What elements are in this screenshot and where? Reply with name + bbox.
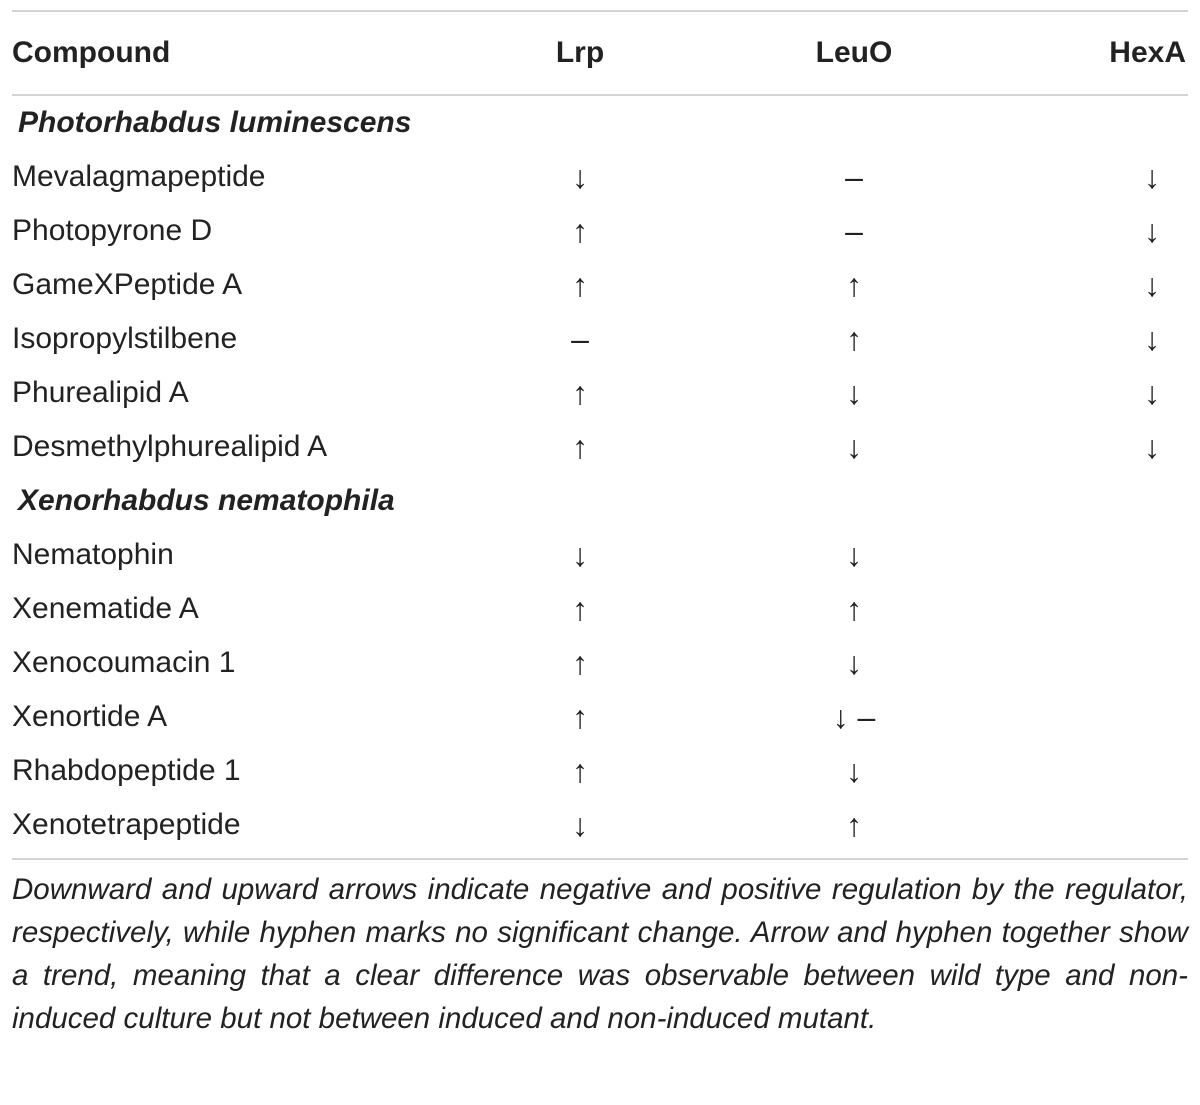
table-row — [12, 528, 1188, 582]
compound-name: Xenotetrapeptide — [12, 808, 241, 841]
hexa-cell — [1030, 375, 1188, 412]
compound-name: Nematophin — [12, 538, 174, 571]
group-heading: Xenorhabdus nematophila — [18, 484, 395, 517]
compound-name: Rhabdopeptide 1 — [12, 754, 241, 787]
hexa-value: ↓ — [1144, 428, 1160, 465]
hexa-cell — [1030, 807, 1188, 844]
compound-name: Desmethylphurealipid A — [12, 430, 328, 463]
leuo-value: ↑ — [846, 320, 862, 357]
leuo-value: ↑ — [846, 806, 862, 843]
bottom-rule — [12, 858, 1188, 860]
table-row — [12, 636, 1188, 690]
table-row — [12, 150, 1188, 204]
leuo-value: ↓ — [846, 374, 862, 411]
lrp-value: ↑ — [572, 590, 588, 627]
table-header — [12, 12, 1188, 96]
hexa-cell — [1030, 321, 1188, 358]
hexa-value: ↓ — [1144, 320, 1160, 357]
table-row — [12, 258, 1188, 312]
hexa-cell — [1030, 645, 1188, 682]
regulation-table — [12, 10, 1188, 1040]
table-row — [12, 420, 1188, 474]
table-footnote: Downward and upward arrows indicate negative and positive regulation by the regulator, respectively, while hyphen marks no significant change. Arrow and hyphen together show a trend, meaning that a clear difference was observable between wild type and non-induced culture but not between induced and non-induced mutant. — [12, 873, 1188, 1035]
table-row — [12, 582, 1188, 636]
leuo-value: ↑ — [846, 590, 862, 627]
leuo-value: ↓ — [846, 536, 862, 573]
hexa-cell — [1030, 159, 1188, 196]
compound-name: Photopyrone D — [12, 214, 213, 247]
compound-name: Isopropylstilbene — [12, 322, 238, 355]
table-body — [12, 96, 1188, 852]
table-row — [12, 744, 1188, 798]
hexa-cell — [1030, 537, 1188, 574]
hexa-value: ↓ — [1144, 266, 1160, 303]
hexa-cell — [1030, 591, 1188, 628]
table-row — [12, 366, 1188, 420]
lrp-value: ↑ — [572, 212, 588, 249]
lrp-value: ↑ — [572, 266, 588, 303]
hexa-cell — [1030, 753, 1188, 790]
lrp-value: ↓ — [572, 536, 588, 573]
hexa-cell — [1030, 429, 1188, 466]
header-lrp: Lrp — [555, 36, 605, 69]
lrp-value: ↓ — [572, 158, 588, 195]
table-row — [12, 312, 1188, 366]
hexa-cell — [1030, 699, 1188, 736]
hexa-cell — [1030, 267, 1188, 304]
hexa-value: ↓ — [1144, 212, 1160, 249]
table-row — [12, 690, 1188, 744]
lrp-value: ↑ — [572, 428, 588, 465]
compound-name: GameXPeptide A — [12, 268, 243, 301]
lrp-value: ↑ — [572, 752, 588, 789]
hexa-value: ↓ — [1144, 158, 1160, 195]
leuo-value: ↓ – — [832, 698, 876, 735]
header-leuo: LeuO — [815, 36, 893, 69]
header-compound: Compound — [12, 36, 171, 69]
table-row — [12, 798, 1188, 852]
lrp-value: ↑ — [572, 698, 588, 735]
compound-name: Phurealipid A — [12, 376, 189, 409]
compound-name: Xenortide A — [12, 700, 168, 733]
leuo-value: ↑ — [846, 266, 862, 303]
compound-name: Mevalagmapeptide — [12, 160, 266, 193]
header-hexa: HexA — [1109, 36, 1186, 69]
leuo-value: ↓ — [846, 428, 862, 465]
lrp-value: ↓ — [572, 806, 588, 843]
compound-name: Xenematide A — [12, 592, 199, 625]
hexa-value: ↓ — [1144, 374, 1160, 411]
compound-name: Xenocoumacin 1 — [12, 646, 236, 679]
lrp-value: – — [571, 320, 589, 357]
lrp-value: ↑ — [572, 374, 588, 411]
hexa-cell — [1030, 213, 1188, 250]
leuo-value: ↓ — [846, 644, 862, 681]
group-heading: Photorhabdus luminescens — [18, 106, 412, 139]
table-row — [12, 204, 1188, 258]
leuo-value: – — [845, 212, 863, 249]
leuo-value: – — [845, 158, 863, 195]
lrp-value: ↑ — [572, 644, 588, 681]
leuo-value: ↓ — [846, 752, 862, 789]
